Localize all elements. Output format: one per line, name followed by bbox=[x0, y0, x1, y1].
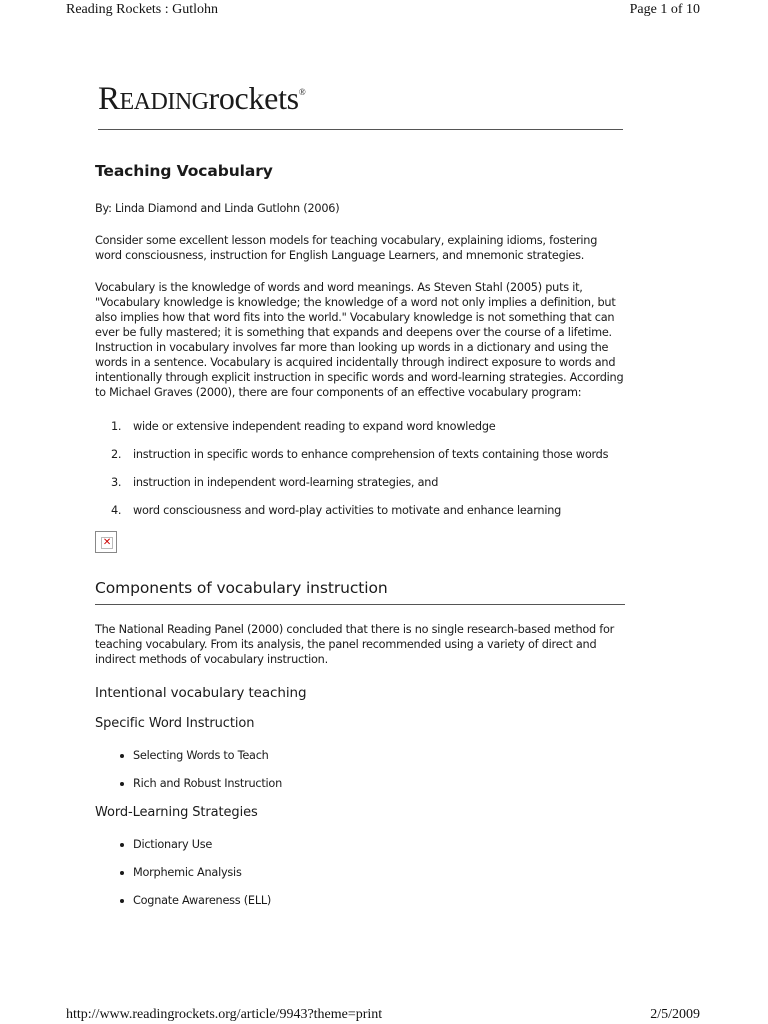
intentional-teaching-heading: Intentional vocabulary teaching bbox=[95, 685, 307, 701]
reading-rockets-logo[interactable] bbox=[98, 82, 623, 116]
logo-wordmark bbox=[98, 82, 623, 116]
list-item bbox=[95, 447, 625, 462]
list-item-number: 2. bbox=[111, 448, 122, 461]
broken-image-glyph: ✕ bbox=[102, 537, 112, 548]
word-learning-heading: Word-Learning Strategies bbox=[95, 805, 258, 820]
specific-word-heading: Specific Word Instruction bbox=[95, 716, 255, 731]
logo-divider bbox=[98, 129, 623, 130]
pdf-header-left: Reading Rockets : Gutlohn bbox=[66, 2, 219, 17]
list-item-link[interactable]: Rich and Robust Instruction bbox=[95, 776, 625, 791]
list-item-number: 4. bbox=[111, 504, 122, 517]
article-body: Vocabulary is the knowledge of words and word meanings. As Steven Stahl (2005) puts it, "Vocabulary knowledge is knowledge; the knowledge of a word not only implies a definition, but also implies how that word fits into the world." Vocabulary knowledge is not something that can ever be fully mastered; it is something that expands and deepens over the course of a lifetime. Instruction in vocabulary involves far more than looking up words in a dictionary and using the words in a sentence. Vocabulary is acquired incidentally through indirect exposure to words and intentionally through explicit instruction in specific words and word-learning strategies. According to Michael Graves (2000), there are four components of an effective vocabulary program: bbox=[95, 281, 624, 399]
list-item-text: instruction in independent word-learning strategies, and bbox=[133, 476, 439, 489]
article-title: Teaching Vocabulary bbox=[95, 162, 273, 180]
section-paragraph: The National Reading Panel (2000) concluded that there is no single research-based method for teaching vocabulary. From its analysis, the panel recommended using a variety of direct and indirect methods of vocabulary instruction. bbox=[95, 623, 615, 666]
list-item-link[interactable]: Selecting Words to Teach bbox=[95, 748, 625, 763]
list-item-text: instruction in specific words to enhance comprehension of texts containing those words bbox=[133, 448, 609, 461]
list-item-link[interactable]: Dictionary Use bbox=[95, 837, 625, 852]
logo-rockets: rockets bbox=[208, 80, 299, 116]
list-item-number: 1. bbox=[111, 420, 122, 433]
logo-reading: EADING bbox=[119, 89, 209, 115]
pdf-header-page-number: Page 1 of 10 bbox=[629, 2, 700, 17]
list-item-text: word consciousness and word-play activities to motivate and enhance learning bbox=[133, 504, 562, 517]
article-intro: Consider some excellent lesson models for teaching vocabulary, explaining idioms, fostering word consciousness, instruction for English Language Learners, and mnemonic strategies. bbox=[95, 234, 598, 262]
pdf-footer-date: 2/5/2009 bbox=[650, 1007, 700, 1022]
registered-mark: ® bbox=[298, 87, 306, 97]
list-item bbox=[95, 475, 625, 490]
pdf-footer-url[interactable]: http://www.readingrockets.org/article/9943?theme=print bbox=[66, 1007, 383, 1022]
list-item-link[interactable]: Cognate Awareness (ELL) bbox=[95, 893, 625, 908]
article-content bbox=[95, 160, 625, 921]
list-item-number: 3. bbox=[111, 476, 122, 489]
list-item bbox=[95, 419, 625, 434]
logo-initial: R bbox=[98, 81, 120, 117]
list-item-link[interactable]: Morphemic Analysis bbox=[95, 865, 625, 880]
broken-image-icon bbox=[95, 531, 117, 553]
section-heading: Components of vocabulary instruction bbox=[95, 578, 625, 605]
word-learning-list bbox=[95, 837, 625, 908]
components-list bbox=[95, 419, 625, 518]
specific-word-list bbox=[95, 748, 625, 791]
list-item bbox=[95, 503, 625, 518]
list-item-text: wide or extensive independent reading to expand word knowledge bbox=[133, 420, 496, 433]
article-byline: By: Linda Diamond and Linda Gutlohn (2006) bbox=[95, 202, 340, 215]
